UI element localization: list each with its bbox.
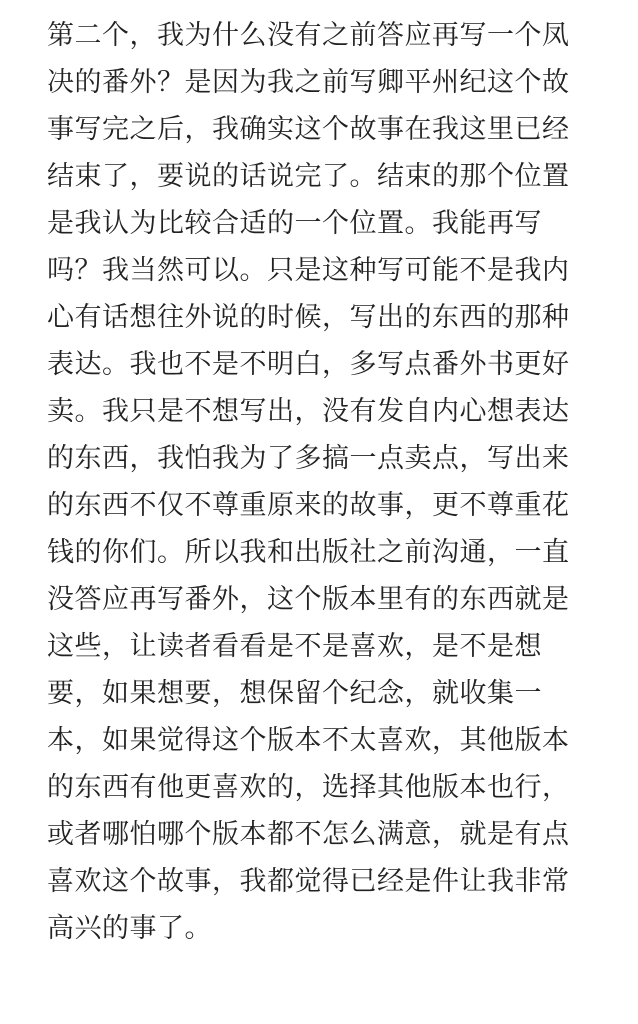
text-line: 要，如果想要，想保留个纪念，就收集一 bbox=[47, 678, 542, 709]
text-line: 第二个，我为什么没有之前答应再写一个凤 bbox=[47, 20, 570, 51]
text-line: 的东西，我怕我为了多搞一点卖点，写出来 bbox=[47, 443, 570, 474]
text-line: 心有话想往外说的时候，写出的东西的那种 bbox=[47, 302, 570, 333]
text-line: 的东西有他更喜欢的，选择其他版本也行， bbox=[47, 772, 570, 803]
text-line: 是我认为比较合适的一个位置。我能再写 bbox=[47, 208, 542, 239]
text-line: 高兴的事了。 bbox=[47, 913, 212, 944]
text-line: 事写完之后，我确实这个故事在我这里已经 bbox=[47, 114, 570, 145]
text-line: 吗？我当然可以。只是这种写可能不是我内 bbox=[47, 255, 570, 286]
text-line: 的东西不仅不尊重原来的故事，更不尊重花 bbox=[47, 490, 570, 521]
text-line: 结束了，要说的话说完了。结束的那个位置 bbox=[47, 161, 570, 192]
text-line: 喜欢这个故事，我都觉得已经是件让我非常 bbox=[47, 866, 570, 897]
text-line: 这些，让读者看看是不是喜欢，是不是想 bbox=[47, 631, 542, 662]
text-line: 钱的你们。所以我和出版社之前沟通，一直 bbox=[47, 537, 570, 568]
text-line: 没答应再写番外，这个版本里有的东西就是 bbox=[47, 584, 570, 615]
text-line: 或者哪怕哪个版本都不怎么满意，就是有点 bbox=[47, 819, 570, 850]
text-line: 卖。我只是不想写出，没有发自内心想表达 bbox=[47, 396, 570, 427]
text-line: 表达。我也不是不明白，多写点番外书更好 bbox=[47, 349, 570, 380]
text-line: 决的番外？是因为我之前写卿平州纪这个故 bbox=[47, 67, 570, 98]
text-line: 本，如果觉得这个版本不太喜欢，其他版本 bbox=[47, 725, 570, 756]
paragraph bbox=[47, 12, 607, 952]
